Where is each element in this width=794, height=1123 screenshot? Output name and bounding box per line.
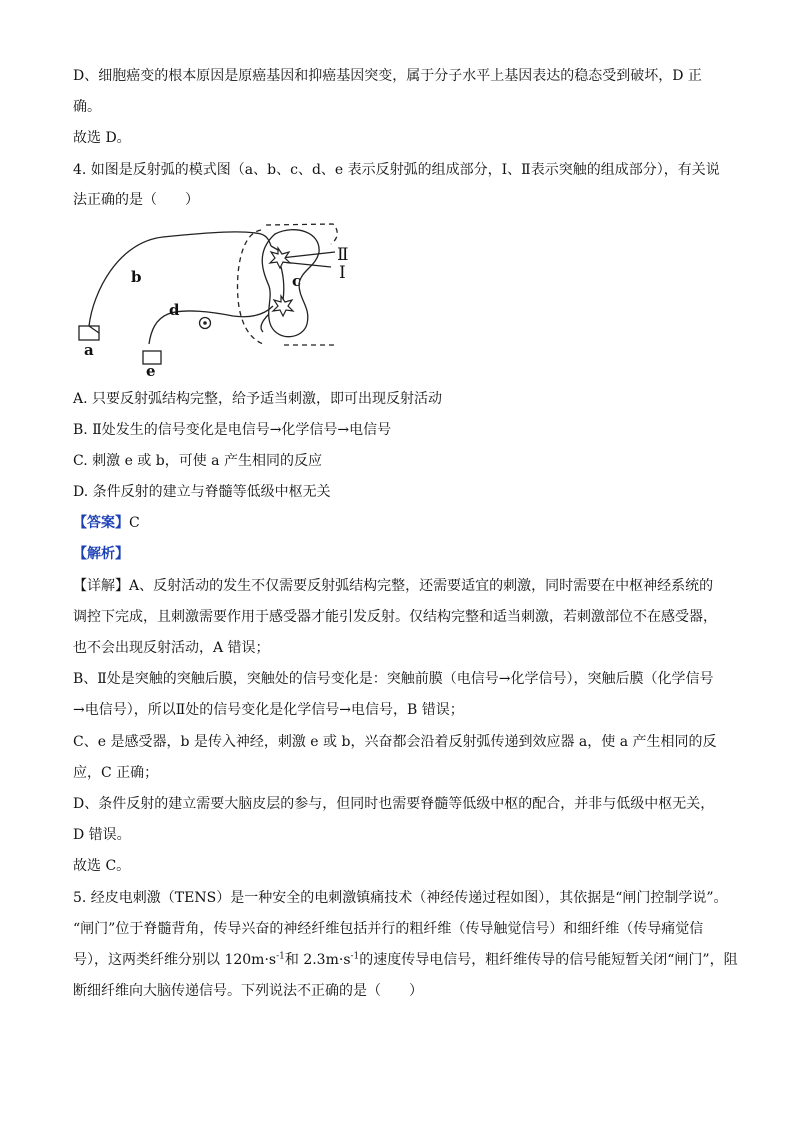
detail-text: A、反射活动的发生不仅需要反射弧结构完整，还需要适宜的刺激，同时需要在中枢神经系统的 (129, 578, 714, 594)
question-5-stem (73, 950, 738, 970)
label-e: e (146, 362, 156, 377)
answer-value: C (129, 515, 140, 531)
synapse-connector (261, 314, 269, 332)
analysis-tag (73, 544, 129, 564)
detail-line: D、条件反射的建立需要大脑皮层的参与，但同时也需要脊髓等低级中枢的配合，并非与低级中枢无关， (73, 796, 715, 812)
question-5-stem: 断细纤维向大脑传递信号。下列说法不正确的是（ ） (73, 983, 423, 999)
label-b: b (131, 268, 142, 286)
paragraph-line: D、细胞癌变的根本原因是原癌基因和抑癌基因突变，属于分子水平上基因表达的稳态受到破坏，D 正 (73, 68, 702, 84)
superscript: -1 (276, 951, 285, 962)
reflex-arc-diagram (73, 212, 363, 377)
spinal-cord-outline-left (238, 230, 263, 344)
option-d: D. 条件反射的建立与脊髓等低级中枢无关 (73, 484, 331, 500)
text-run: 和 2.3m·s (284, 952, 351, 968)
effector-a-box (79, 326, 99, 340)
question-4-stem: 4. 如图是反射弧的模式图（a、b、c、d、e 表示反射弧的组成部分，I、Ⅱ表示突触的组成部分），有关说 (73, 162, 720, 178)
answer-tag: 【答案】 (73, 515, 129, 531)
label-d: d (169, 301, 180, 319)
detail-line: 应，C 正确； (73, 765, 159, 781)
detail-line: →电信号），所以Ⅱ处的信号变化是化学信号→电信号，B 错误； (73, 702, 464, 718)
synapse-connector (271, 246, 278, 250)
detail-line: D 错误。 (73, 827, 131, 843)
conclusion-line: 故选 C。 (73, 858, 131, 874)
label-c: c (292, 272, 302, 290)
neuron-body-upper (270, 248, 290, 268)
paragraph-line: 确。 (73, 99, 101, 115)
option-a: A. 只要反射弧结构完整，给予适当刺激，即可出现反射活动 (73, 391, 443, 407)
detail-line: 也不会出现反射活动，A 错误； (73, 640, 270, 656)
label-a: a (84, 341, 94, 359)
paragraph-line: 故选 D。 (73, 130, 131, 146)
neuron-body-lower (273, 296, 293, 316)
ganglion-dot (203, 321, 207, 325)
analysis-label: 【解析】 (73, 546, 129, 562)
superscript: -1 (350, 951, 360, 962)
option-b: B. Ⅱ处发生的信号变化是电信号→化学信号→电信号 (73, 422, 392, 438)
text-run: 的速度传导电信号，粗纤维传导的信号能短暂关闭“闸门”，阻 (359, 952, 738, 968)
spinal-cord-outline-top (266, 224, 337, 244)
detail-line: 调控下完成，且刺激需要作用于感受器才能引发反射。仅结构完整和适当刺激，若刺激部位不在感受器， (73, 609, 717, 625)
question-5-stem: “闸门”位于脊髓背角，传导兴奋的神经纤维包括并行的粗纤维（传导触觉信号）和细纤维（传导痛觉信 (73, 921, 704, 937)
question-4-stem: 法正确的是（ ） (73, 192, 199, 208)
detail-line: C、e 是感受器，b 是传入神经，刺激 e 或 b，兴奋都会沿着反射弧传递到效应器 a，使 a 产生相同的反 (73, 734, 717, 750)
detail-tag: 【详解】 (73, 578, 129, 594)
detail-line: B、Ⅱ处是突触的突触后膜，突触处的信号变化是：突触前膜（电信号→化学信号），突触后膜（化学信号 (73, 671, 714, 687)
question-5-stem: 5. 经皮电刺激（TENS）是一种安全的电刺激镇痛技术（神经传递过程如图），其依据是“闸门控制学说”。 (73, 890, 728, 906)
detail-line (73, 576, 713, 596)
answer-line (73, 513, 140, 533)
label-II: Ⅱ (337, 245, 349, 265)
label-I: I (339, 263, 346, 283)
option-c: C. 刺激 e 或 b，可使 a 产生相同的反应 (73, 453, 322, 469)
text-run: 号），这两类纤维分别以 120m·s (73, 952, 277, 968)
